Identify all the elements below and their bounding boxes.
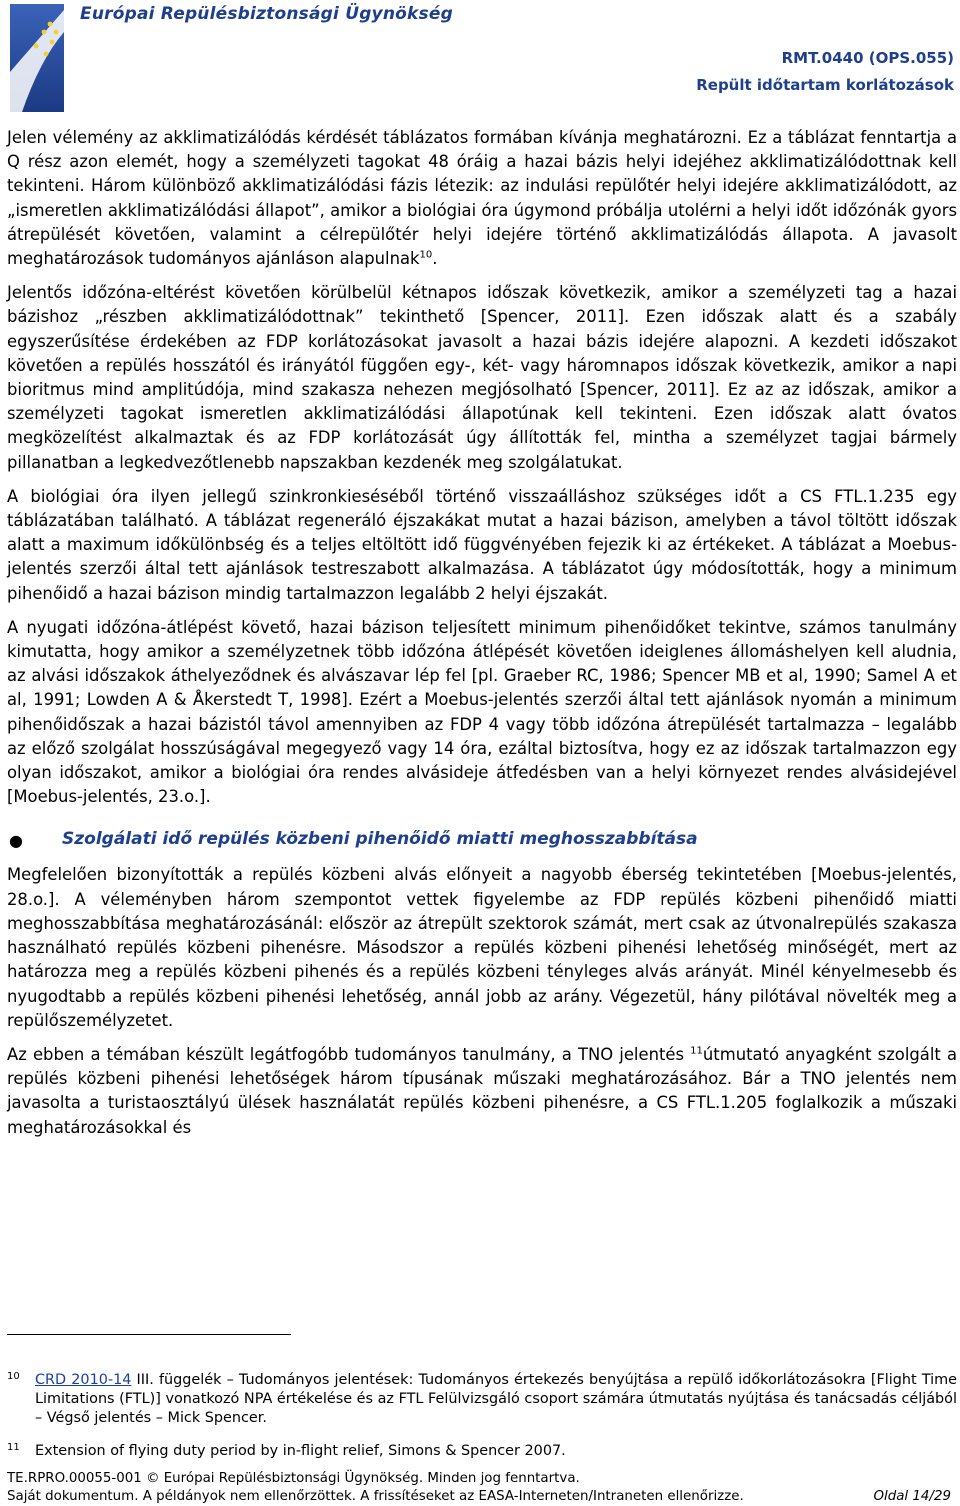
section-heading-row xyxy=(7,829,957,855)
paragraph-time-zone: Jelentős időzóna-eltérést követően körülbelül kétnapos időszak következik, amikor a személyzeti tag a hazai bázishoz „részben akklimatizálódottnak” tekinthető [Spencer, 2011]. Ezen időszak alatt és a szabály egyszerűsítése érdekében az FDP korlátozásokat javasolt a hazai bázis idejére alapozni. A kezdeti időszakot követően a repülés hosszától és irányától függően egy-, két- vagy háromnapos időszak következik, amikor a napi bioritmus mind amplitúdója, mind szakasza nehezen megjósolható [Spencer, 2011]. Ez az az időszak, amikor a személyzeti tagokat ismeretlen akklimatizálódási állapotúnak kell tekinteni. Ezen időszak alatt óvatos megközelítést alkalmaztak és az FDP korlátozását úgy állították fel, mintha a személyzet tagjai bármely pillanatban a legkedvezőtlenebb napszakban kezdenék meg szolgálatukat. xyxy=(7,283,957,472)
easa-logo xyxy=(6,2,66,112)
paragraph-text: Jelen vélemény az akklimatizálódás kérdését táblázatos formában kívánja meghatározni. Ez a táblázat fenntartja a Q rész azon elemét, hogy a személyzeti tagokat 48 óráig a hazai bázis helyi idejéhez akklimatizálódottnak kell tekinteni. Három különböző akklimatizálódási fázis létezik: az indulási repülőtér helyi idejére akklimatizálódott, az „ismeretlen akklimatizálódási állapot”, amikor a biológiai óra úgymond próbálja utolérni a helyi időt időzónák gyors átrepülését követően, valamint a célrepülőtér helyi idejére történő akklimatizálódás állapota. A javasolt meghatározások tudományos ajánláson alapulnak xyxy=(7,128,957,269)
footnote-ref-11: 11 xyxy=(690,1045,703,1057)
footnote-number: 11 xyxy=(7,1442,20,1453)
footnote-text: Extension of flying duty period by in-flight relief, Simons & Spencer 2007. xyxy=(35,1443,566,1459)
page-number: Oldal 14/29 xyxy=(873,1489,951,1504)
footnote-10 xyxy=(7,1371,957,1428)
copyright-line: TE.RPRO.00055-001 © Európai Repülésbiztonsági Ügynökség. Minden jog fenntartva. xyxy=(7,1471,580,1486)
footnote-11 xyxy=(7,1442,957,1461)
footnote-text: III. függelék – Tudományos jelentések: Tudományos értekezés benyújtása a repülő időkorlátozásokra [Flight Time Limitations (FTL)] vonatkozó NPA értékelése és az FTL Felülvizsgáló csoport számára útmutatás nyújtása és tanácsadás céljából – Végső jelentés – Mick Spencer. xyxy=(35,1372,957,1426)
paragraph-inflight-rest: Megfelelően bizonyították a repülés közbeni alvás előnyeit a nagyobb éberség tekintetében [Moebus-jelentés, 28.o.]. A véleményben három szempontot vettek figyelembe az FDP repülés közbeni pihenőidő miatti meghosszabbítása meghatározásánál: először az átrepült szektorok számát, mert csak az útvonalrepülés szakasza használható repülés közbeni pihenésre. Másodszor a repülés közbeni pihenési lehetőség minőségét, mert az határozza meg a repülés közbeni pihenés és a repülés közbeni tényleges alvás arányát. Minél kényelmesebb és nyugodtabb a repülés közbeni pihenési lehetőség, annál jobb az arány. Végezetül, hány pilótával növelték meg a repülőszemélyzetet. xyxy=(7,865,957,1030)
paragraph-text: Az ebben a témában készült legátfogóbb tudományos tanulmány, a TNO jelentés xyxy=(7,1044,685,1064)
page-footer xyxy=(7,1470,957,1506)
paragraph-acclimatisation: Jelen vélemény az akklimatizálódás kérdését táblázatos formában kívánja meghatározni. Ez a táblázat fenntartja a Q rész azon elemét, hogy a személyzeti tagokat 48 óráig a hazai bázis helyi idejéhez akklimatizálódottnak kell tekinteni. Három különböző akklimatizálódási fázis létezik: az indulási repülőtér helyi idejére akklimatizálódott, az „ismeretlen akklimatizálódási állapot”, amikor a biológiai óra úgymond próbálja utolérni a helyi időt időzónák gyors átrepülését követően, valamint a célrepülőtér helyi idejére történő akklimatizálódás állapota. A javasolt meghatározások tudományos ajánláson alapulnak$^{10}$. xyxy=(7,128,957,269)
footnote-separator xyxy=(7,1334,291,1335)
paragraph-tno-report xyxy=(7,1043,957,1140)
paragraph-text: útmutató anyagként szolgált a repülés közbeni pihenési lehetőségek három típusának műszaki meghatározásához. Bár a TNO jelentés nem javasolta a turistaosztályú ülések használatát repülés közbeni pihenésre, a CS FTL.1.205 foglalkozik a műszaki meghatározásokkal és xyxy=(7,1044,958,1137)
page-header xyxy=(0,0,960,118)
footnote-number: 10 xyxy=(7,1371,20,1382)
agency-name: Európai Repülésbiztonsági Ügynökség xyxy=(80,4,453,24)
section-title: Szolgálati idő repülés közbeni pihenőidő miatti meghosszabbítása xyxy=(62,829,698,850)
paragraph-recovery: A biológiai óra ilyen jellegű szinkronkieséséből történő visszaálláshoz szükséges időt a CS FTL.1.235 egy táblázatában található. A táblázat regeneráló éjszakákat mutat a hazai bázison, amelyben a távol töltött időszak alatt a maximum időkülönbség és a teljes eltöltött idő függvényében fejezik ki az értékeket. A táblázat a Moebus-jelentés szerzői által tett ajánlások testreszabott alkalmazása. A táblázatot úgy módosították, hogy a minimum pihenőidő a hazai bázison mindig tartalmazzon legalább 2 helyi éjszakát. xyxy=(7,486,957,603)
disclaimer-line: Saját dokumentum. A példányok nem ellenőrzöttek. A frissítéseket az EASA-Interneten/Intraneten ellenőrizze. xyxy=(7,1489,744,1504)
crd-link[interactable]: CRD 2010-14 xyxy=(35,1372,132,1388)
main-content xyxy=(7,126,957,1150)
document-title: Repült időtartam korlátozások xyxy=(696,76,954,94)
bullet-icon: ● xyxy=(9,831,23,851)
document-id: RMT.0440 (OPS.055) xyxy=(781,49,954,67)
footnote-ref-10: 10 xyxy=(419,249,433,261)
paragraph-minimum-rest: A nyugati időzóna-átlépést követő, hazai bázison teljesített minimum pihenőidőket tekintve, számos tanulmány kimutatta, hogy amikor a személyzetnek több időzóna átlépését követően ideiglenes állomáshelyen kell aludnia, az alvási időszakok áthelyeződnek és alvászavar lép fel [pl. Graeber RC, 1986; Spencer MB et al, 1990; Samel A et al, 1991; Lowden A & Åkerstedt T, 1998]. Ezért a Moebus-jelentés szerzői által tett ajánlások nyomán a minimum pihenőidőszak a hazai bázistól távol amennyiben az FDP 4 vagy több időzóna átrepülését tartalmazza – legalább az előző szolgálat hosszúságával megegyező vagy 14 óra, ezáltal biztosítva, hogy ez az időszak tartalmazzon egy olyan időszakot, amikor a biológiai óra rendes alvásideje átfedésben van a helyi környezet rendes alvásidejével [Moebus-jelentés, 23.o.]. xyxy=(7,617,957,807)
